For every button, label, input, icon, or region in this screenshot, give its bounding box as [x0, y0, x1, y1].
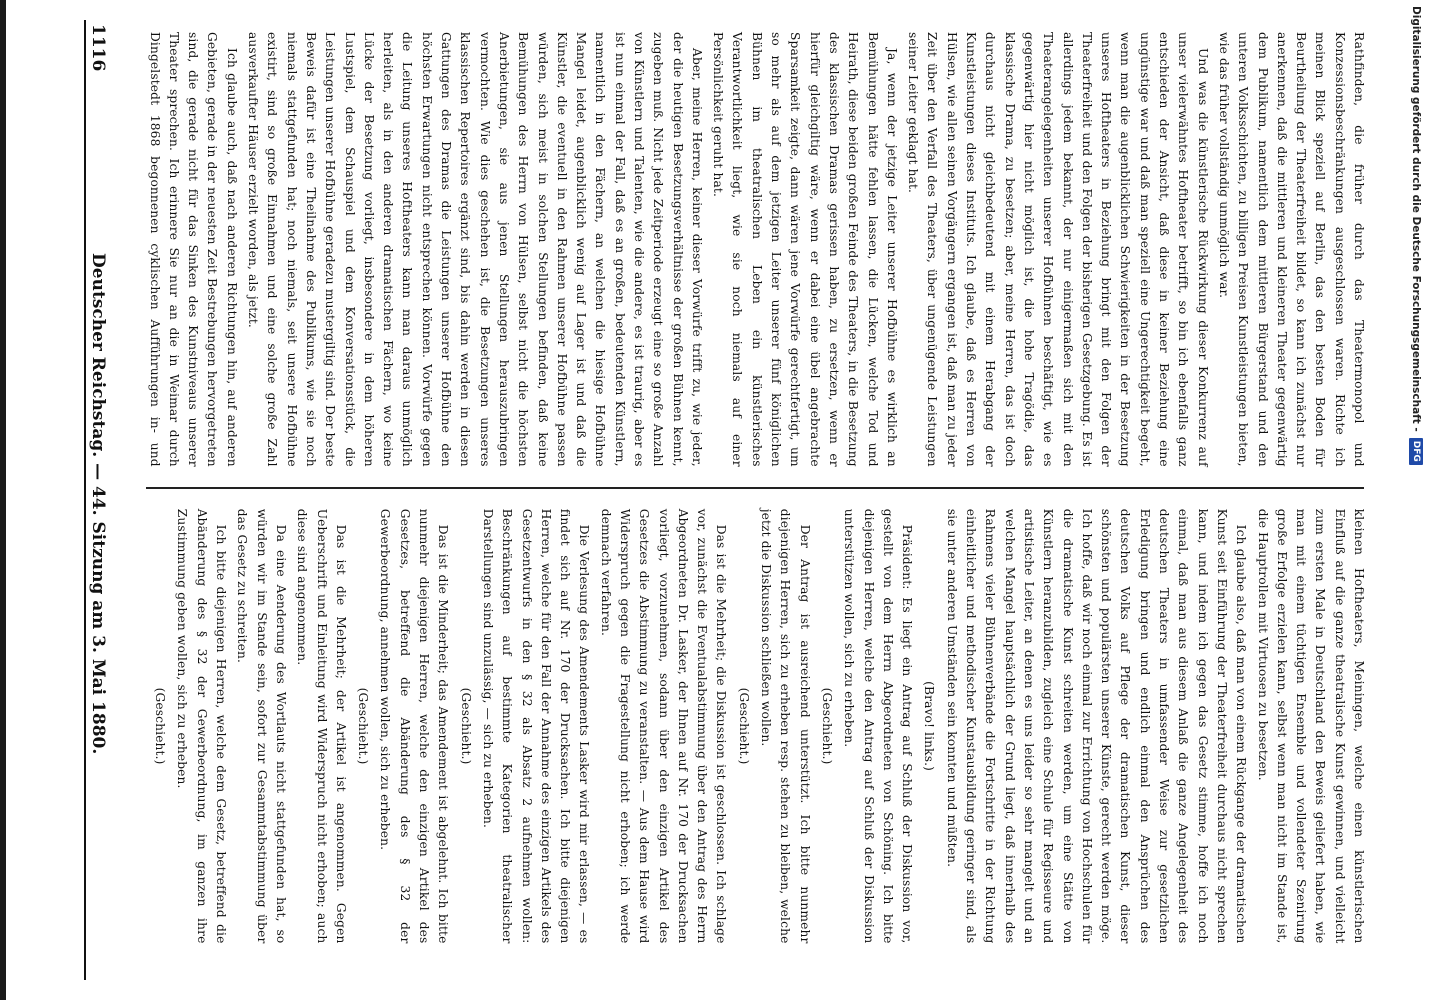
procedure-note: (Geschieht.) [356, 687, 371, 765]
paragraph: Ja, wenn der jetzige Leiter unserer Hofbühne es wirklich an Bemühungen hätte fehlen lassen, die Lücken, welche Tod und Heirath, diese beiden großen Feinde des Theaters, in die Besetzung des klassischen Dramas gerissen haben, zu ersetzen, wenn er hierfür gleichgiltig wäre, wenn er dabei eine übel angebrachte Sparsamkeit zeigte, dann wären jene Vorwürfe gerechtfertigt, um so mehr als auf dem jetzigen Leiter unserer fünf königlichen Bühnen im theatralischen Leben ein künstlerisches Verantwortlichkeit liegt, wie sie noch niemals auf einer Persönlichkeit geruht hat. [711, 32, 899, 467]
credit-text: Digitalisierung gefördert durch die Deutsche Forschungsgemeinschaft - [1410, 6, 1422, 432]
paragraph: Ich glaube also, daß man von einem Rückgange der dramatischen Kunst seit Einführung der Theaterfreiheit durchaus nicht sprechen kann, und indem ich gegen das Gesetz stimme, hoffe ich noch einmal, daß man aus diesem Anlaß die ganze Angelegenheit des deutschen Theaters in umfassender Weise zur gesetzlichen Erledigung bringen und endlich einmal den Ansprüchen des deutschen Volks auf Pflege der dramatischen Kunst, dieser schönsten und populärsten unserer Künste, gerecht werden möge. Ich hoffe, daß wir noch einmal zur Errichtung von Hochschulen für die dramatische Kunst schreiten werden, um eine Stätte von Künstlern heranzubilden, zugleich eine Schule für Regisseure und artistische Leiter, an denen es uns leider so sehr mangelt und an welchen Mangel hauptsächlich der Grund liegt, daß innerhalb des Rahmens vieler Bühnenverbände die Fortschritte in der Richtung einheitlicher und methodischer Kunstausbildung geringer sind, als sie unter anderen Umständen sein konnten und müßten. [944, 508, 1249, 944]
procedure-note: (Geschieht.) [458, 687, 473, 765]
paragraph: Aber, meine Herren, keiner dieser Vorwürfe trifft zu, wie jeder, der die heutigen Besetzungsverhältnisse der großen Bühnen kennt, zugeben muß. Nicht jede Zeitperiode erzeugt eine so große Anzahl von Künstlern und Talenten, wie die andere, es ist traurig, aber es ist nun einmal der Fall, daß es an großen, bedeutenden Künstlern, namentlich in den Fächern, an welchen die hiesige Hofbühne Mangel leidet, augenblicklich wenig auf Lager ist und daß die Künstler, die eventuell in den Rahmen unserer Hofbühne passen würden, sich meist in solchen Stellungen befinden, daß keine Bemühungen des Herrn von Hülsen, selbst nicht die höchsten Anerbietungen, sie aus jenen Stellungen herauszubringen vermochten. Wie dies geschehen ist, die Besetzungen unseres klassischen Repertoires ergänzt sind, bis dahin werden in diesen Gattungen des Dramas die Leistungen unserer Hofbühne den höchsten Erwartungen nicht entsprechen können. Vorwürfe gegen die Leitung unseres Hoftheaters kann man daraus unmöglich herleiten, als in den anderen dramatischen Fächern, wo keine Lücke der Besetzung vorliegt, insbesondere in dem höheren Lustspiel, dem Schauspiel und dem Konversationsstück, die Leistungen unserer Hofbühne geradezu mustergiltig sind. Der beste Beweis dafür ist eine Theilnahme des Publikums, wie sie noch niemals stattgefunden hat; noch niemals, seit unsere Hofbühne existirt, sind so große Einnahmen und eine solche große Zahl ausverkaufter Häuser erzielt worden, als jetzt. [246, 32, 704, 467]
right-column [142, 495, 1368, 958]
paragraph: Der Antrag ist ausreichend unterstützt. Ich bitte nunmehr diejenigen Herren, sich zu erheben resp. stehen zu bleiben, welche jetzt die Diskussion schließen wollen. [759, 508, 812, 944]
paragraph: Das ist die Mehrheit; der Artikel ist angenommen. Gegen Ueberschrift und Einleitung wird Widerspruch nicht erhoben; auch diese sind angenommen. [295, 508, 348, 944]
page-number: 1116 [88, 24, 108, 72]
paragraph: Rathfinden, die früher durch das Theatermonopol und Konzessionsbeschränkungen ausgeschlossen waren. Richte ich meinen Blick speziell auf Berlin, das den besten Boden für Beurtheilung der Theaterfreiheit bildet, so kann ich zunächst nur anerkennen, daß die mittleren und kleineren Theater gegenwärtig dem Publikum, namentlich dem mittleren Bürgerstand und den unteren Volksschichten, zu billigen Preisen Kunstleistungen bieten, wie das früher vollständig unmöglich war. [1216, 32, 1366, 467]
dfg-logo-icon: DFG [1409, 438, 1423, 465]
column-divider [146, 487, 1364, 489]
president-paragraph: Präsident: Es liegt ein Antrag auf Schluß der Diskussion vor, gestellt von dem Herrn Abgeordneten von Schöning. Ich bitte diejenigen Herren, welche den Antrag auf Schluß der Diskussion unterstützen wollen, sich zu erheben. [842, 508, 915, 944]
paragraph: Die Verlesung des Amendements Lasker wird mir erlassen, — es findet sich auf Nr. 170 der Drucksachen. Ich bitte diejenigen Herren, welche für den Fall der Annahme des einzigen Artikels des Gesetzentwurfs in den § 32 als Absatz 2 aufnehmen wollen: Beschränkungen auf bestimmte Kategorien theatralischer Darstellungen sind unzulässig, — sich zu erheben. [480, 508, 592, 944]
page-header [88, 0, 132, 1000]
paragraph: Ich bitte diejenigen Herren, welche dem Gesetz, betreffend die Abänderung des § 32 der Gewerbeordnung, im ganzen ihre Zustimmung geben wollen, sich zu erheben. [175, 508, 229, 944]
publication-title: Deutscher Reichstag. — 44. Sitzung am 3. Mai 1880. [88, 253, 108, 755]
procedure-note: (Geschieht.) [736, 687, 751, 765]
paragraph: Das ist die Minderheit; das Amendement ist abgelehnt. Ich bitte nunmehr diejenigen Herren, welche den einzigen Artikel des Gesetzes, betreffend die Abänderung des § 32 der Gewerbeordnung, annehmen wollen, sich zu erheben. [378, 508, 451, 944]
paragraph: Ich glaube auch, daß nach anderen Richtungen hin, auf anderen Gebieten, gerade in der neuesten Zeit Bestrebungen hervorgetreten sind, die gerade nicht für das Sinken des Kunstniveaus unserer Theater sprechen. Ich erinnere Sie nur an die in Weimar durch Dingelstedt 1868 begonnenen cyklischen Aufführungen in- und [147, 32, 239, 467]
applause-note: (Bravo! links.) [922, 681, 937, 772]
paragraph: Da eine Aenderung des Wortlauts nicht stattgefunden hat, so würden wir im Stande sein, sofort zur Gesammtabstimmung über das Gesetz zu schreiten. [235, 508, 288, 944]
paragraph: Das ist die Mehrheit; die Diskussion ist geschlossen. Ich schlage vor, zunächst die Eventualabstimmung über den Antrag des Herrn Abgeordneten Dr. Lasker, der Ihnen auf Nr. 170 der Drucksachen vorliegt, vorzunehmen, sodann über den einzigen Artikel des Gesetzes die Abstimmung zu veranstalten. — Aus dem Hause wird Widerspruch gegen die Fragestellung nicht erhoben; ich werde demnach verfahren. [598, 508, 729, 944]
paragraph: kleinen Hoftheaters, Meiningen, welche einen künstlerischen Einfluß auf die ganze theatralische Kunst gewinnen, und vielleicht zum ersten Male in Deutschland den Beweis geliefert haben, wie man mit einem tüchtigen Ensemble und vollendeter Szenirung große Erfolge erzielen kann, selbst wenn man nicht im Stande ist, die Hauptrollen mit Virtuosen zu besetzen. [1255, 508, 1366, 944]
left-column [142, 18, 1368, 481]
procedure-note: (Geschieht.) [819, 687, 834, 765]
procedure-note: (Geschieht.) [153, 687, 168, 765]
text-columns [142, 18, 1368, 982]
paragraph: Und was die künstlerische Rückwirkung dieser Konkurrenz auf unser vielerwähntes Hoftheater betrifft, so bin ich ebenfalls ganz entschieden der Ansicht, daß diese in keiner Beziehung eine ungünstige war und daß man speziell eine Ungerechtigkeit begeht, wenn man die augenblicklichen Schwierigkeiten in der Besetzung unseres Hoftheaters in Beziehung bringt mit den Folgen der Theaterfreiheit und den Folgen der bisherigen Gesetzgebung. Es ist allerdings jedem bekannt, der nur einigermaßen sich mit den Theaterangelegenheiten unserer Hofbühnen beschäftigt, wie es gegenwärtig hier nicht möglich ist, die hohe Tragödie, das klassische Drama, zu besetzen; aber, meine Herren, das ist doch durchaus nicht gleichbedeutend mit einem Herabgang der Kunstleistungen dieses Instituts. Ich glaube, daß es Herren von Hülsen, wie allen seinen Vorgängern ergangen ist, daß man zu jeder Zeit über den Verfall des Theaters, über ungenügende Leistungen seiner Leiter geklagt hat. [906, 32, 1210, 467]
credit-text-line [1402, 6, 1430, 994]
header-rule [84, 20, 86, 980]
digitization-credit [1402, 6, 1430, 994]
